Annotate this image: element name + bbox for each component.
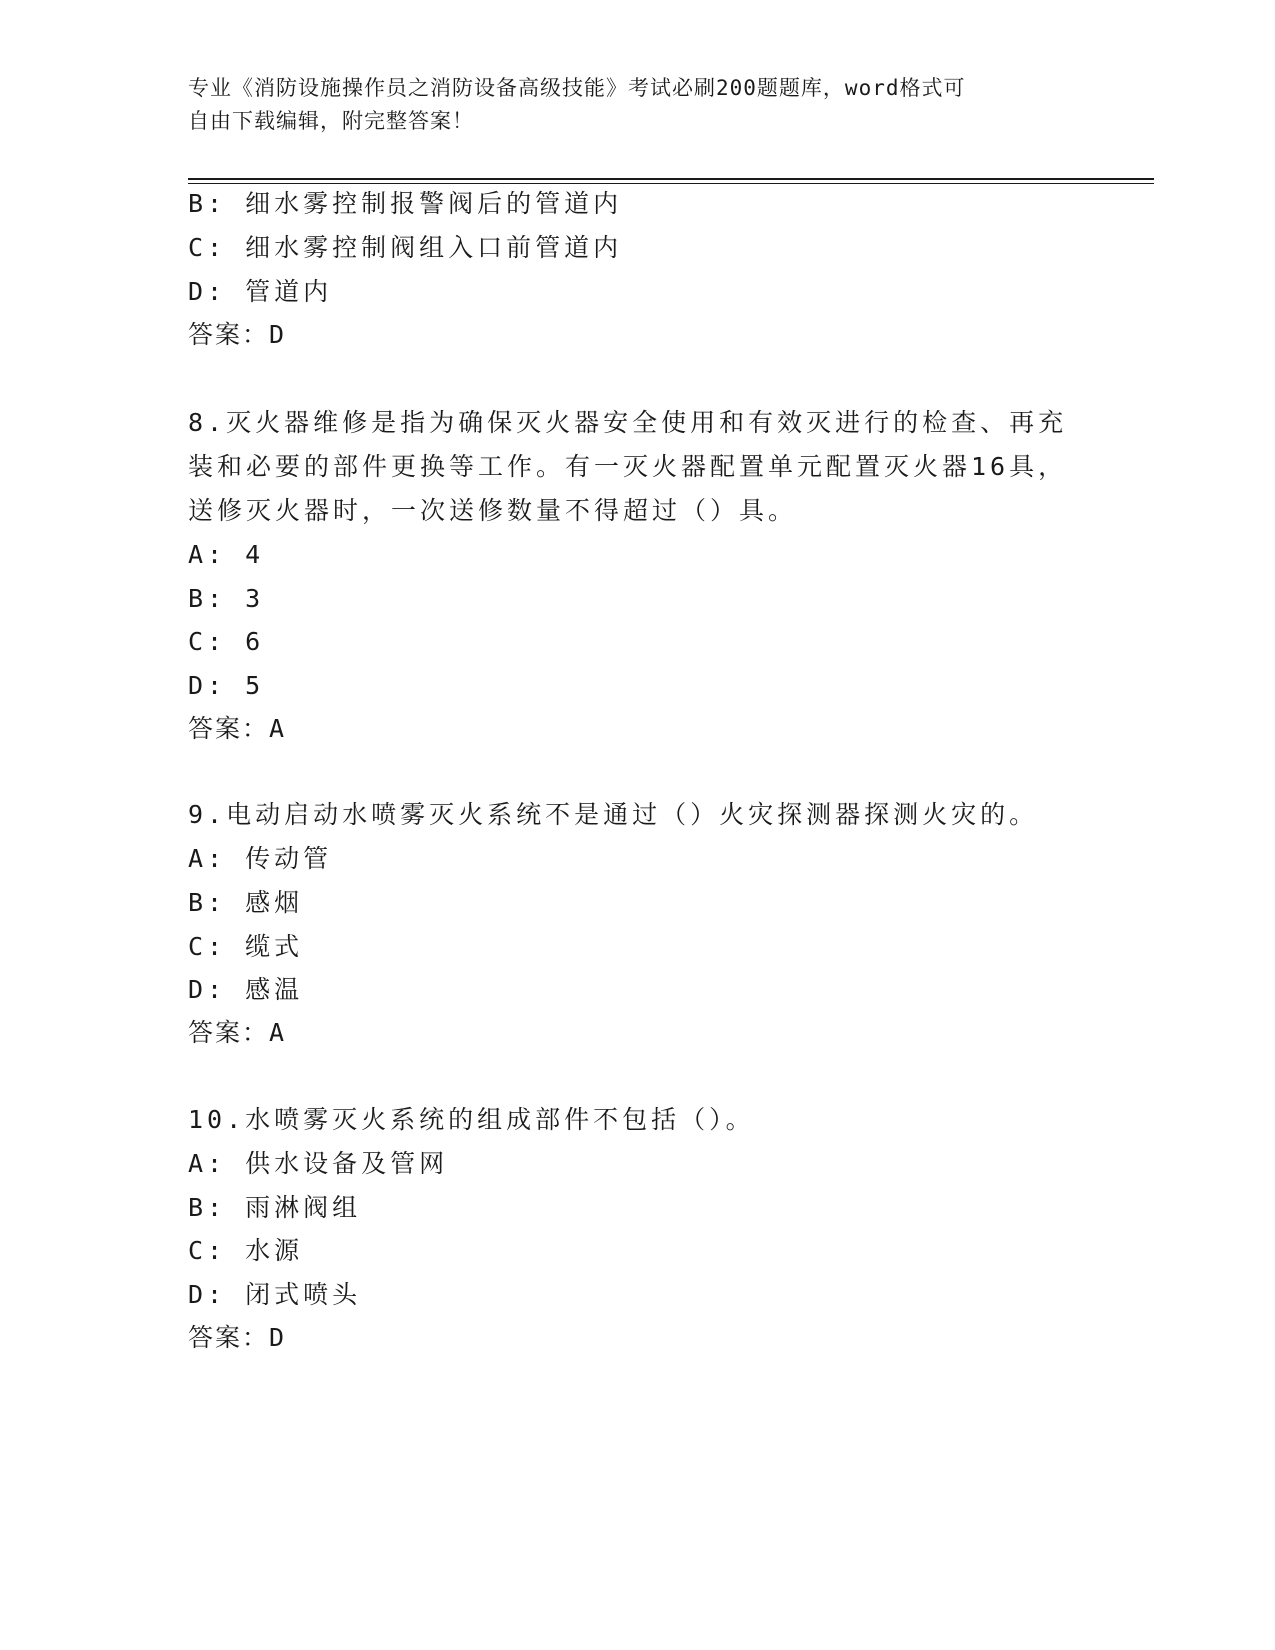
q8-stem-line-3: 送修灭火器时，一次送修数量不得超过（）具。: [188, 496, 798, 525]
q10-option-d: D: 闭式喷头: [188, 1280, 362, 1309]
q9-stem: 9.电动启动水喷雾灭火系统不是通过（）火灾探测器探测火灾的。: [188, 800, 1039, 829]
q8-stem-line-1: 8.灭火器维修是指为确保灭火器安全使用和有效灭进行的检查、再充: [188, 408, 1068, 437]
q8-stem-line-2: 装和必要的部件更换等工作。有一灭火器配置单元配置灭火器16具，: [188, 452, 1068, 481]
q10-answer: 答案：D: [188, 1323, 287, 1352]
q8-option-a: A: 4: [188, 540, 265, 569]
q9-answer: 答案：A: [188, 1018, 287, 1047]
q8-option-c: C: 6: [188, 627, 265, 656]
q7-option-b: B: 细水雾控制报警阀后的管道内: [188, 189, 623, 218]
q10-stem: 10.水喷雾灭火系统的组成部件不包括（）。: [188, 1105, 755, 1134]
header-line-2: 自由下载编辑，附完整答案！: [188, 109, 474, 133]
header-line-1: 专业《消防设施操作员之消防设备高级技能》考试必刷200题题库，word格式可: [188, 76, 966, 100]
q7-option-c: C: 细水雾控制阀组入口前管道内: [188, 233, 623, 262]
q9-option-d: D: 感温: [188, 975, 304, 1004]
q9-option-b: B: 感烟: [188, 888, 304, 917]
q10-option-a: A: 供水设备及管网: [188, 1149, 449, 1178]
q9-option-a: A: 传动管: [188, 844, 333, 873]
q8-option-b: B: 3: [188, 584, 265, 613]
header-rule-thin: [188, 183, 1154, 184]
q8-answer: 答案：A: [188, 714, 287, 743]
q10-option-c: C: 水源: [188, 1236, 304, 1265]
q7-option-d: D: 管道内: [188, 277, 333, 306]
header-rule-thick: [188, 178, 1154, 180]
q8-option-d: D: 5: [188, 671, 265, 700]
q10-option-b: B: 雨淋阀组: [188, 1193, 362, 1222]
q9-option-c: C: 缆式: [188, 932, 304, 961]
q7-answer: 答案：D: [188, 320, 287, 349]
document-header: [188, 72, 1088, 138]
